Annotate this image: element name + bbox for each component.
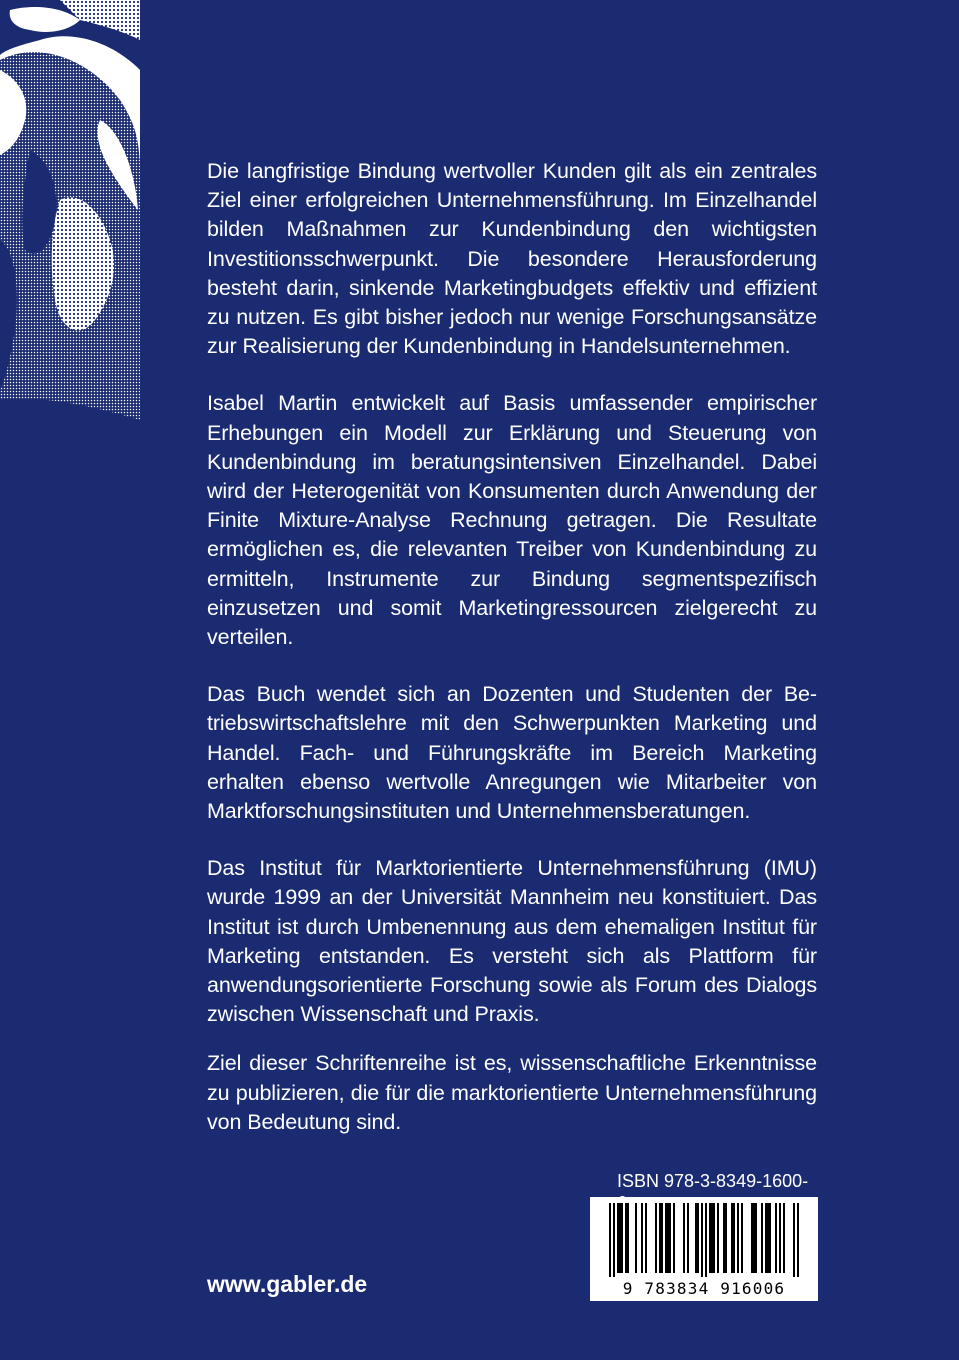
barcode-bar — [667, 1203, 669, 1273]
barcode-bar — [613, 1203, 615, 1277]
barcode-bar — [661, 1203, 663, 1273]
barcode-bar — [779, 1203, 781, 1273]
barcode-bar — [783, 1203, 785, 1273]
barcode-bar — [705, 1203, 707, 1277]
barcode-bar — [669, 1203, 671, 1273]
barcode-bar — [711, 1203, 713, 1273]
barcode-bar — [609, 1203, 611, 1277]
cover-globe-image — [0, 0, 140, 432]
barcode-bar — [635, 1203, 637, 1273]
barcode-bar — [769, 1203, 771, 1273]
barcode-bar — [723, 1203, 725, 1273]
barcode-digits: 9 783834 916006 — [622, 1279, 786, 1298]
barcode-bar — [665, 1203, 667, 1273]
barcode-bar — [645, 1203, 647, 1273]
barcode-bar — [767, 1203, 769, 1273]
barcode-bar — [725, 1203, 727, 1273]
paragraph-author: Isabel Martin entwickelt auf Basis umfassender empirischer Erhebungen ein Modell zur Erklärung und Steuerung von Kundenbindung im beratungsintensiven Einzelhandel. Dabei wird der Heterogenität von Konsumenten durch Anwendung der Finite Mixture-Analyse Rechnung getragen. Die Resultate ermöglichen es, die relevanten Treiber von Kundenbindung zu ermitteln, Instrumente zur Bindung segmentspezifisch einzusetzen und somit Marketingressourcen zielgerecht zu verteilen. — [207, 391, 817, 650]
globe-halftone-icon — [0, 0, 140, 432]
barcode-bar — [717, 1203, 719, 1273]
barcode-bar — [697, 1203, 699, 1273]
barcode-bar — [621, 1203, 623, 1273]
barcode-bar — [659, 1203, 661, 1273]
barcode-bar — [753, 1203, 755, 1273]
barcode-bar — [761, 1203, 763, 1273]
barcode-bar — [751, 1203, 753, 1273]
barcode-bar — [641, 1203, 643, 1273]
barcode-bar — [737, 1203, 739, 1273]
barcode-bar — [625, 1203, 627, 1273]
barcode-bar — [619, 1203, 621, 1273]
barcode-bar — [627, 1203, 629, 1273]
barcode-bar — [733, 1203, 735, 1273]
barcode-bar — [765, 1203, 767, 1273]
paragraph-intro: Die langfristige Bindung wertvoller Kunden gilt als ein zentrales Ziel einer erfolgreichen Unternehmensführung. Im Einzelhandel bilden Maßnahmen zur Kundenbindung den wichtigsten Investitionsschwerpunkt. Die besondere Herausforderung besteht darin, sinkende Marketingbudgets effektiv und effizient zu nutzen. Es gibt bisher jedoch nur wenige Forschungsansätze zur Realisierung der Kundenbindung in Handelsunternehmen. — [207, 159, 817, 359]
barcode-bar — [673, 1203, 675, 1273]
barcode-bars — [590, 1197, 818, 1277]
barcode-bar — [695, 1203, 697, 1273]
barcode-bar — [713, 1203, 715, 1273]
paragraph-audience: Das Buch wendet sich an Dozenten und Studenten der Betriebswirtschaftslehre mit den Schwerpunkten Marketing und Handel. Fach- und Führungskräfte im Bereich Marketing erhalten ebenso wertvolle Anregungen wie Mitarbeiter von Marktforschungsinstituten und Unternehmensberatungen. — [207, 682, 817, 824]
barcode-bar — [701, 1203, 703, 1277]
barcode-bar — [709, 1203, 711, 1273]
paragraph-series: Ziel dieser Schriftenreihe ist es, wissenschaftliche Erkenntnisse zu publizieren, die für die marktorientierte Unternehmensführung von Bedeutung sind. — [207, 1051, 817, 1134]
barcode-bar — [741, 1203, 743, 1273]
paragraph-institute: Das Institut für Marktorientierte Unternehmensführung (IMU) wurde 1999 an der Universität Mannheim neu konstituiert. Das Institut ist durch Umbenennung aus dem ehemaligen Institut für Marketing entstanden. Es versteht sich als Plattform für anwendungsorientierte Forschung sowie als Forum des Dialogs zwischen Wissenschaft und Praxis. — [207, 856, 817, 1027]
barcode-bar — [683, 1203, 685, 1273]
barcode-bar — [755, 1203, 757, 1273]
isbn-label: ISBN 978-3-8349-1600- — [617, 1171, 809, 1191]
barcode-bar — [617, 1203, 619, 1273]
back-cover-text — [207, 157, 817, 1165]
barcode-bar — [793, 1203, 795, 1277]
barcode-bar — [775, 1203, 777, 1273]
barcode-bar — [731, 1203, 733, 1273]
barcode-bar — [687, 1203, 689, 1273]
barcode-bar — [797, 1203, 799, 1277]
isbn-barcode — [590, 1197, 818, 1301]
barcode-bar — [655, 1203, 657, 1273]
publisher-website: www.gabler.de — [207, 1271, 368, 1297]
